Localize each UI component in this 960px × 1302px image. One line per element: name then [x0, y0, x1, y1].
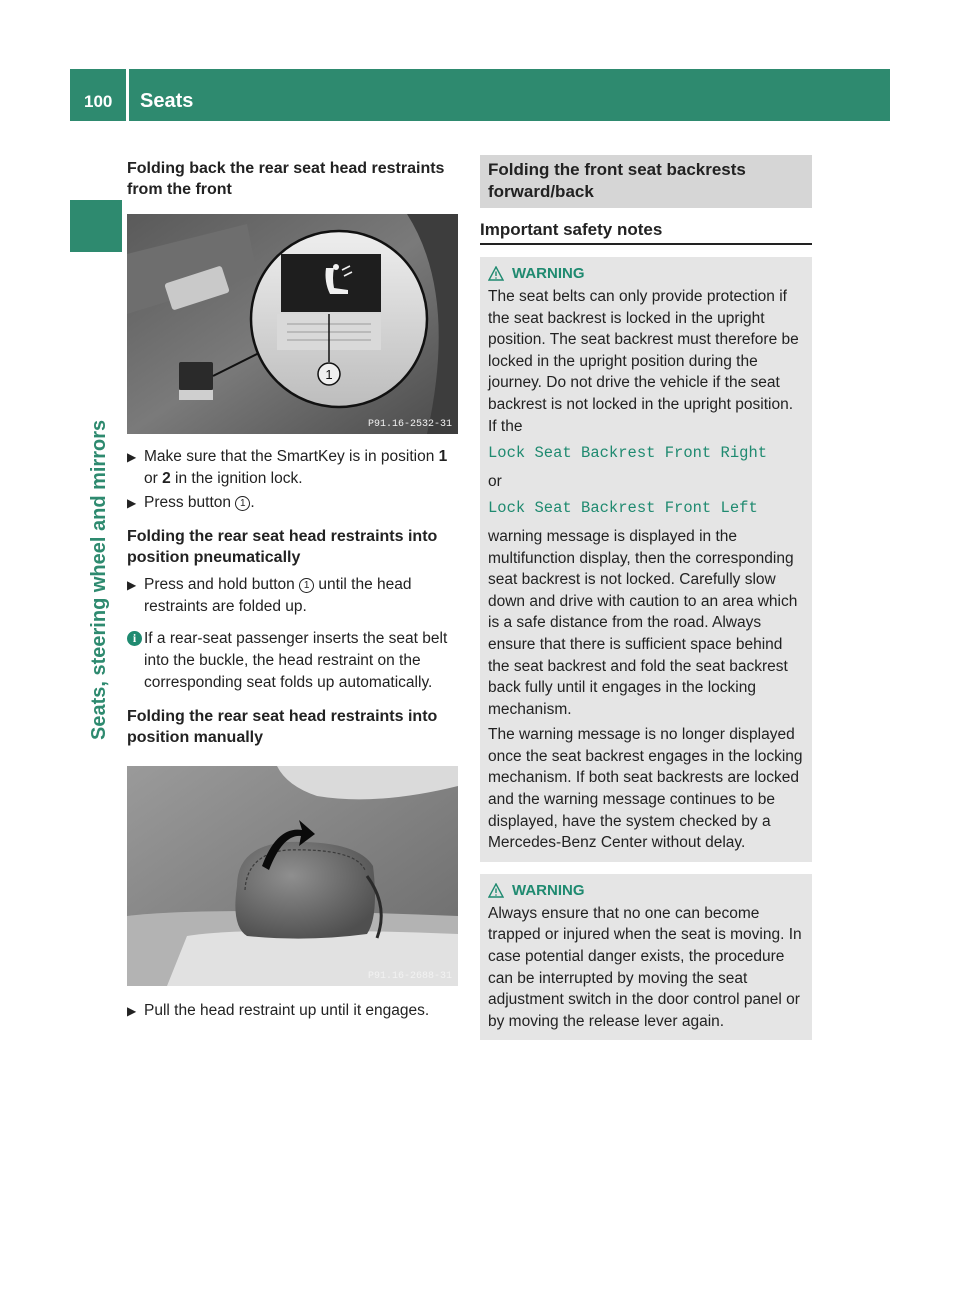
step-press-hold: ▶ Press and hold button 1 until the head restraints are folded up.	[127, 576, 412, 615]
figure-code: P91.16-2532-31	[367, 419, 452, 430]
right-column	[480, 155, 812, 1040]
warning-triangle-icon	[488, 883, 504, 898]
warning-box-1	[480, 257, 812, 862]
step-smartkey: ▶ Make sure that the SmartKey is in position 1 or 2 in the ignition lock.	[127, 448, 448, 487]
info-note: i If a rear-seat passenger inserts the seat belt into the buckle, the head restraint on the corresponding seat folds up automatically.	[127, 628, 460, 694]
step-pull-head-restraint: ▶ Pull the head restraint up until it engages.	[127, 1000, 460, 1022]
info-icon: i	[127, 631, 142, 646]
page-number: 100	[84, 92, 113, 111]
sidebar-block	[70, 200, 122, 252]
figure-seat-button	[127, 214, 458, 434]
display-message-right: Lock Seat Backrest Front Right	[488, 444, 768, 463]
heading-pneumatically: Folding the rear seat head restraints into position pneumatically	[127, 528, 438, 566]
warning-text: The seat belts can only provide protection if the seat backrest is locked in the upright position. The seat backrest must therefore be locked in the upright position during the journey. Do not drive the vehicle if the seat backrest is not locked in the upright position. If the Lock Seat Backrest Front Right or Lock Seat Backrest Front Left warning message is displayed in the multifunction display, then the corresponding seat backrest is not locked. Carefully slow down and drive with caution to an area which is a safe distance from the road. Always ensure that there is sufficient space behind the seat backrest and fold the seat backrest back fully until it engages in the locking mechanism. The warning message is no longer displayed once the seat backrest engages in the locking mechanism. If both seat backrests are locked and the warning message continues to be displayed, have the system checked by a Mercedes-Benz Center without delay.	[488, 288, 803, 852]
seat-button-illustration	[127, 214, 458, 434]
warning-triangle-icon	[488, 266, 504, 281]
display-message-left: Lock Seat Backrest Front Left	[488, 499, 758, 518]
callout-number: 1	[299, 578, 314, 593]
warning-title: WARNING	[488, 882, 804, 899]
sidebar-chapter-label: Seats, steering wheel and mirrors	[88, 419, 110, 740]
arrow-right-icon: ▶	[127, 1004, 137, 1018]
arrow-right-icon: ▶	[127, 450, 137, 464]
warning-text: Always ensure that no one can become trapped or injured when the seat is moving. In case potential danger exists, the procedure can be interrupted by moving the seat adjustment switch in the door control panel or by moving the release lever again.	[488, 904, 802, 1030]
head-restraint-illustration	[127, 766, 458, 986]
callout-number: 1	[235, 496, 250, 511]
figure-callout-1: 1	[325, 367, 333, 382]
heading-manually: Folding the rear seat head restraints into position manually	[127, 708, 438, 746]
warning-title: WARNING	[488, 265, 804, 282]
figure-head-restraint	[127, 766, 458, 986]
heading-fold-back-from-front: Folding back the rear seat head restraints from the front	[127, 160, 445, 198]
arrow-right-icon: ▶	[127, 578, 137, 592]
header-divider	[126, 69, 129, 121]
section-title: Seats	[140, 90, 194, 112]
step-press-button: ▶ Press button 1 .	[127, 492, 460, 514]
figure-code: P91.16-2688-31	[367, 971, 452, 982]
left-column	[127, 158, 460, 1022]
warning-box-2	[480, 874, 812, 1041]
arrow-right-icon: ▶	[127, 496, 137, 510]
or-text: or	[488, 472, 502, 490]
section-heading-front-backrests: Folding the front seat backrests forward/back	[480, 155, 812, 208]
subheading-safety-notes: Important safety notes	[480, 220, 812, 245]
